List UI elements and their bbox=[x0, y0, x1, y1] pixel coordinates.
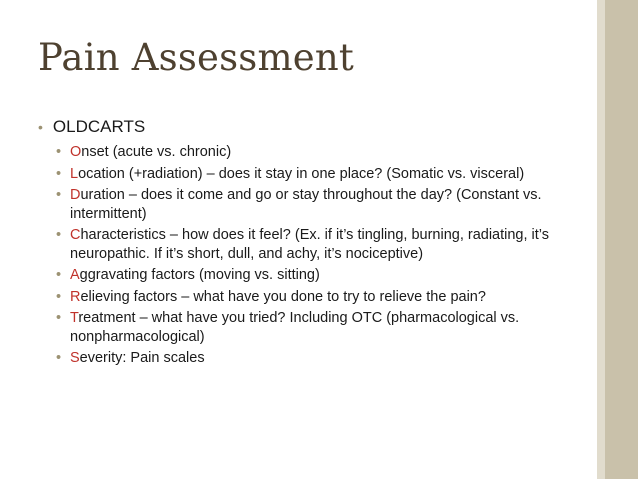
bullet-icon: • bbox=[56, 187, 62, 203]
bullet-icon: • bbox=[56, 267, 62, 283]
main-bullet-text: OLDCARTS bbox=[52, 117, 146, 136]
mnemonic-letter: S bbox=[70, 350, 80, 366]
list-item bbox=[56, 349, 576, 368]
mnemonic-letter: L bbox=[70, 165, 79, 182]
bullet-icon: • bbox=[56, 165, 62, 182]
mnemonic-letter: R bbox=[70, 288, 81, 305]
bullet-icon: • bbox=[38, 119, 43, 135]
mnemonic-letter: T bbox=[70, 310, 79, 326]
list-item bbox=[56, 186, 576, 223]
list-item bbox=[56, 309, 576, 346]
item-text: nset (acute vs. chronic) bbox=[81, 144, 232, 160]
list-item bbox=[56, 226, 576, 263]
sub-bullet-list bbox=[56, 143, 576, 371]
list-item bbox=[56, 165, 576, 184]
item-text: reatment – what have you tried? Including OTC (pharmacological vs. nonpharmacological) bbox=[70, 310, 520, 345]
mnemonic-letter: C bbox=[70, 227, 81, 243]
bullet-icon: • bbox=[56, 310, 62, 326]
item-text: everity: Pain scales bbox=[79, 350, 205, 366]
bullet-icon: • bbox=[56, 227, 62, 243]
list-item bbox=[56, 266, 576, 285]
item-text: elieving factors – what have you done to try to relieve the pain? bbox=[80, 288, 486, 305]
bullet-icon: • bbox=[56, 350, 62, 366]
item-text: haracteristics – how does it feel? (Ex. if it’s tingling, burning, radiating, it’s neuropathic. If it’s short, dull, and achy, it’s nociceptive) bbox=[70, 227, 550, 262]
main-bullet bbox=[38, 117, 145, 137]
mnemonic-letter: D bbox=[70, 187, 81, 203]
list-item bbox=[56, 143, 576, 162]
bullet-icon: • bbox=[56, 144, 62, 160]
bullet-icon: • bbox=[56, 288, 62, 305]
item-text: ggravating factors (moving vs. sitting) bbox=[79, 267, 320, 283]
item-text: uration – does it come and go or stay throughout the day? (Constant vs. intermittent) bbox=[70, 187, 542, 222]
mnemonic-letter: A bbox=[70, 267, 80, 283]
decorative-stripe bbox=[605, 0, 638, 479]
item-text: ocation (+radiation) – does it stay in one place? (Somatic vs. visceral) bbox=[78, 165, 525, 182]
list-item bbox=[56, 288, 576, 307]
slide-title: Pain Assessment bbox=[38, 36, 354, 79]
mnemonic-letter: O bbox=[70, 144, 82, 160]
